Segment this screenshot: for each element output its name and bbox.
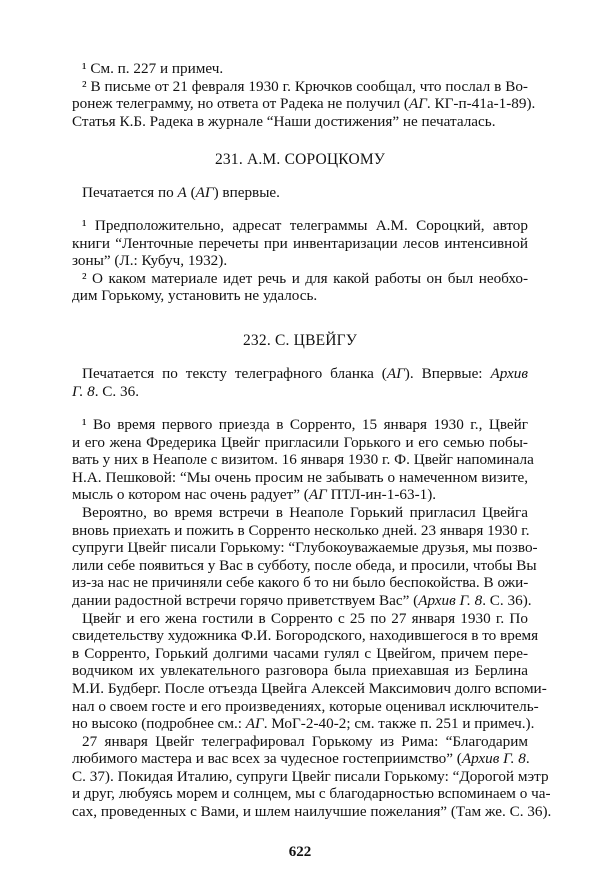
text-line [72, 451, 534, 469]
text-line [72, 733, 528, 751]
text-segment: вновь приехать и пожить в Сорренто несколько дней. 23 января 1930 г. [72, 521, 530, 539]
text-line [72, 365, 528, 383]
text-line [72, 184, 528, 202]
text-line [72, 556, 537, 575]
text-line [72, 504, 528, 522]
text-segment: . КГ-п-41а-1-89). [426, 95, 536, 113]
text-line [72, 416, 528, 434]
text-line [72, 697, 539, 716]
text-line [72, 486, 528, 504]
text-segment: вать у них в Неаполе с визитом. 16 января 1930 г. Ф. Цвейг напоминала [72, 451, 534, 469]
text-line [72, 539, 538, 557]
text-segment: ² В письме от 21 февраля 1930 г. Крючков сообщал, что послал в Во- [82, 77, 528, 95]
source-note-231 [72, 184, 528, 202]
text-segment: в Сорренто, Горький долгими часами гулял с Цвейгом, причем пере- [72, 644, 528, 662]
text-segment: М.И. Будберг. После отъезда Цвейга Алексей Максимович долго вспоми- [72, 679, 547, 697]
text-segment: дании радостной встречи горячо приветствуем Вас” ( [72, 591, 419, 609]
text-line [72, 434, 528, 452]
text-segment: сах, проведенных с Вами, и шлем наилучшие пожелания” (Там же. С. 36). [72, 803, 552, 821]
text-segment: зоны” (Л.: Кубуч, 1932). [72, 252, 228, 270]
text-line [72, 383, 528, 401]
text-line [72, 645, 528, 663]
italic-text: А [177, 184, 187, 201]
text-line [72, 767, 549, 786]
text-segment: ¹ Предположительно, адресат телеграммы А.М. Сороцкий, автор [82, 217, 528, 234]
text-segment: С. 37). Покидая Италию, супруги Цвейг писали Горькому: “Дорогой мэтр [72, 767, 549, 785]
text-line [72, 95, 536, 113]
text-line [72, 78, 528, 96]
text-segment: и его жена Фредерика Цвейг пригласили Горького и его семью побы- [72, 433, 528, 451]
italic-text: АГ [408, 95, 427, 113]
text-segment: Печатается по [82, 184, 178, 201]
text-segment: ( [186, 184, 196, 201]
text-segment: и друг, любуясь морем и солнцем, мы с благодарностью вспоминаем о ча- [72, 785, 551, 803]
text-segment: ). Впервые: [404, 365, 491, 382]
italic-text: АГ [195, 184, 214, 201]
text-line [72, 785, 551, 803]
notes-231 [72, 217, 528, 305]
italic-text: Архив Г. 8 [418, 591, 483, 609]
text-segment: ронеж телеграмму, но ответа от Радека не получил ( [72, 95, 409, 113]
text-line [72, 113, 528, 131]
italic-text: АГ [386, 365, 405, 382]
text-segment: . С. 36. [94, 382, 139, 400]
text-segment: мысль о котором нас очень радует” ( [72, 486, 309, 504]
text-segment: но высоко (подробнее см.: [72, 715, 246, 733]
text-line [72, 522, 528, 540]
text-segment: лили себе появиться у Вас в субботу, после обеда, и просили, чтобы Вы [72, 556, 537, 574]
text-segment: Н.А. Пешковой: “Мы очень просим не забывать о намеченном визите, [72, 468, 528, 486]
italic-text: Архив Г. 8 [461, 750, 526, 768]
text-line [72, 750, 528, 768]
source-note-232 [72, 365, 528, 400]
text-segment: водчиком их увлекательного разговора была приехавшая из Берлина [72, 662, 528, 680]
text-line [72, 803, 552, 821]
text-segment: ¹ См. п. 227 и примеч. [82, 60, 224, 77]
italic-text: Г. 8 [72, 382, 95, 400]
text-line [72, 469, 528, 487]
text-segment: Статья К.Б. Радека в журнале “Наши достижения” не печаталась. [72, 112, 496, 130]
text-segment: ² О каком материале идет речь и для какой работы он был необхо- [82, 269, 528, 287]
text-segment: любимого мастера и вас всех за чудесное гостеприимство” ( [72, 750, 462, 768]
heading-letter-231: 231. А.М. СОРОЦКОМУ [214, 151, 386, 168]
text-segment: книги “Ленточные перечеты при инвентаризации лесов интенсивной [72, 234, 528, 252]
text-line [72, 235, 528, 253]
italic-text: Архив [490, 365, 528, 382]
text-segment: из-за нас не причиняли себе какого б то ни было беспокойства. В ожи- [72, 574, 529, 592]
text-segment: свидетельству художника Ф.И. Богородского, находившегося в то время [72, 627, 539, 645]
text-segment: Печатается по тексту телеграфного бланка ( [82, 365, 387, 382]
text-segment: . МоГ-2-40-2; см. также п. 251 и примеч.). [263, 715, 535, 733]
text-segment: ¹ Во время первого приезда в Сорренто, 15 января 1930 г., Цвейг [82, 416, 528, 433]
text-line [72, 715, 535, 733]
text-line [72, 627, 539, 645]
text-segment: . С. 36). [482, 591, 532, 609]
text-segment: Вероятно, во время встречи в Неаполе Горький пригласил Цвейга [82, 503, 528, 521]
text-segment: нал о своем госте и его произведениях, которые оценивал исключитель- [72, 697, 539, 715]
text-line [72, 679, 547, 698]
text-line [72, 591, 532, 610]
text-line [72, 217, 528, 235]
text-segment: дим Горькому, установить не удалось. [72, 287, 318, 305]
notes-230 [72, 60, 536, 130]
text-line [72, 574, 528, 592]
text-line [72, 610, 528, 628]
text-segment: . [525, 750, 530, 768]
text-line [72, 60, 528, 78]
text-line [72, 252, 528, 270]
notes-232 [72, 416, 552, 821]
text-line [72, 270, 528, 288]
text-segment: 27 января Цвейг телеграфировал Горькому из Рима: “Благодарим [82, 732, 528, 750]
italic-text: АГ [308, 486, 327, 504]
heading-letter-232: 232. С. ЦВЕЙГУ [242, 332, 358, 349]
italic-text: АГ [245, 715, 264, 733]
page-number: 622 [288, 844, 312, 860]
text-segment: ПТЛ-ин-1-63-1). [326, 486, 437, 504]
text-line [72, 287, 528, 305]
text-segment: ) впервые. [213, 184, 280, 201]
text-segment: Цвейг и его жена гостили в Сорренто с 25 по 27 января 1930 г. По [82, 609, 528, 627]
text-segment: супруги Цвейг писали Горькому: “Глубокоуважаемые друзья, мы позво- [72, 539, 538, 557]
text-line [72, 662, 528, 680]
